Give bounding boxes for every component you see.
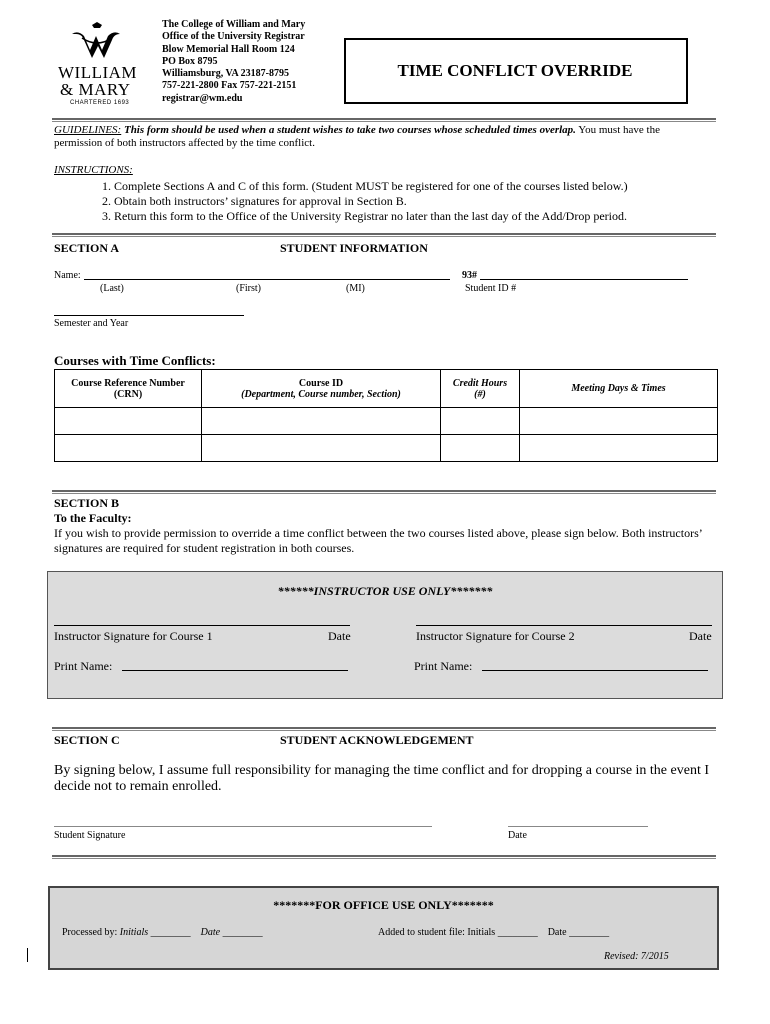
instructor-signature-2-field[interactable] [416,625,712,626]
office-divider [52,855,716,859]
print-name-1-field[interactable] [122,670,348,671]
table-header-meeting-times: Meeting Days & Times [520,370,718,408]
student-date-field[interactable] [508,826,648,827]
mi-label: (MI) [346,283,365,294]
table-header-credit-hours: Credit Hours (#) [441,370,520,408]
cypher-icon [52,22,142,62]
registrar-address [162,19,305,105]
office-box-title: *******FOR OFFICE USE ONLY******* [273,898,494,912]
added-date-field[interactable]: ________ [569,927,610,938]
table-row [55,408,718,435]
semester-label: Semester and Year [54,318,129,329]
semester-field[interactable] [54,315,244,316]
instructor-signature-1-field[interactable] [54,625,350,626]
revised-date: Revised: 7/2015 [604,951,669,962]
processed-by [62,927,263,938]
section-b-divider [52,490,716,494]
section-c-title: STUDENT ACKNOWLEDGEMENT [280,733,474,747]
margin-mark [27,948,28,962]
student-id-field[interactable] [480,279,688,280]
instructor-signature-1-label: Instructor Signature for Course 1 [54,629,213,643]
guidelines [54,124,714,150]
student-signature-field[interactable] [54,826,432,827]
college-logo [52,22,142,110]
address-line: Williamsburg, VA 23187-8795 [162,68,289,80]
courses-table [54,369,718,462]
section-a-divider [52,233,716,237]
processed-initials-label: Initials [119,927,149,938]
instruction-item: 2. Obtain both instructors’ signatures for approval in Section B. [102,194,407,208]
section-a-title: STUDENT INFORMATION [280,241,428,255]
added-initials-label: Added to student file: Initials [378,927,496,938]
instruction-item: 3. Return this form to the Office of the University Registrar no later than the last day of the Add/Drop period. [102,209,627,223]
instructions-label: INSTRUCTIONS: [54,164,133,176]
guidelines-text: permission of both instructors affected by the time conflict. [54,137,315,149]
processed-date-label: Date [200,927,221,938]
table-header-course-id: Course ID (Department, Course number, Section) [202,370,441,408]
student-date-label: Date [508,830,527,841]
table-row [55,435,718,462]
section-c-text: By signing below, I assume full responsibility for managing the time conflict and for dropping a course in the event I decide not to remain enrolled. [54,763,709,794]
guidelines-text: You must have the [578,124,660,136]
address-line: registrar@wm.edu [162,92,243,104]
instructor-box-title: ******INSTRUCTOR USE ONLY******* [277,584,493,598]
section-b-text: If you wish to provide permission to override a time conflict between the two courses listed above, please sign below. Both instructors’ signatures are required for student registration in both courses. [54,526,702,555]
address-line: The College of William and Mary [162,19,306,30]
crn-cell[interactable] [55,435,202,462]
address-line: Blow Memorial Hall Room 124 [162,43,295,55]
student-id-prefix: 93# [462,270,477,281]
added-initials-field[interactable]: ________ [497,927,538,938]
student-signature-label: Student Signature [54,830,126,841]
meeting-times-cell[interactable] [520,408,718,435]
credit-hours-cell[interactable] [441,408,520,435]
table-header-crn: Course Reference Number (CRN) [55,370,202,408]
logo-text-william: WILLIAM [58,63,138,82]
logo-text-chartered: CHARTERED 1693 [70,100,130,106]
instructor-date-1-label: Date [328,629,351,643]
student-id-label: Student ID # [465,283,517,294]
instructions-list [102,179,628,224]
crn-cell[interactable] [55,408,202,435]
processed-by-label: Processed by: [62,927,118,938]
header-divider [52,118,716,122]
name-label: Name: [54,270,81,281]
address-line: Office of the University Registrar [162,31,305,43]
course-id-cell[interactable] [202,408,441,435]
address-line: PO Box 8795 [162,55,218,67]
address-line: 757-221-2800 Fax 757-221-2151 [162,80,297,92]
processed-date-field[interactable]: ________ [222,927,263,938]
section-c-heading: SECTION C [54,733,120,747]
added-date-label: Date [547,927,567,938]
section-b-subheading: To the Faculty: [54,511,132,525]
processed-initials-field[interactable]: ________ [150,927,191,938]
logo-text-mary: & MARY [60,80,131,99]
print-name-2-field[interactable] [482,670,708,671]
guidelines-bold-text: This form should be used when a student wishes to take two courses whose scheduled times overlap. [123,124,576,136]
form-title: TIME CONFLICT OVERRIDE [397,61,633,80]
courses-heading: Courses with Time Conflicts: [54,353,216,368]
print-name-1-label: Print Name: [54,659,113,673]
section-a-heading: SECTION A [54,241,120,255]
section-b-heading: SECTION B [54,496,120,510]
credit-hours-cell[interactable] [441,435,520,462]
first-name-label: (First) [236,283,261,294]
meeting-times-cell[interactable] [520,435,718,462]
instruction-item: 1. Complete Sections A and C of this form. (Student MUST be registered for one of the courses listed below.) [102,179,628,193]
added-to-file [378,927,609,938]
name-field[interactable] [84,279,450,280]
guidelines-label: GUIDELINES: [54,124,122,136]
course-id-cell[interactable] [202,435,441,462]
instructor-date-2-label: Date [689,629,712,643]
last-name-label: (Last) [100,283,124,294]
instructor-signature-2-label: Instructor Signature for Course 2 [416,629,575,643]
section-c-divider [52,727,716,731]
print-name-2-label: Print Name: [414,659,473,673]
